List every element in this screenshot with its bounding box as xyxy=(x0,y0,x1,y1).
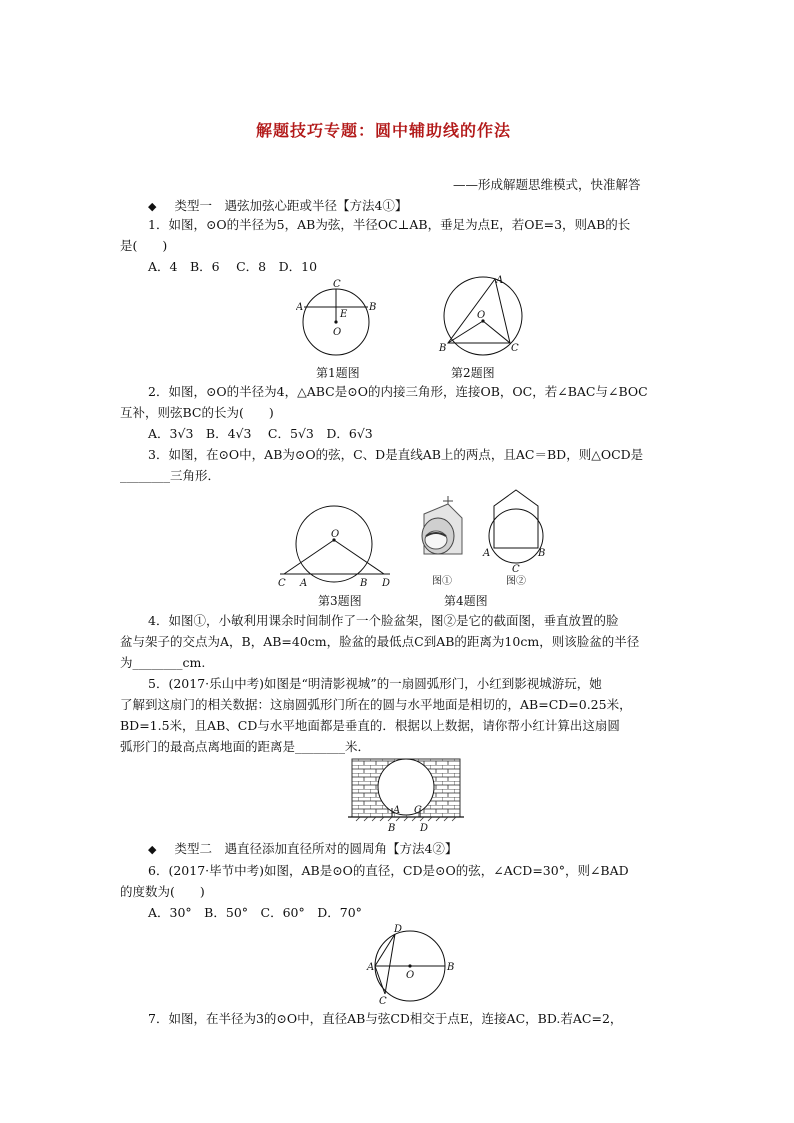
fig2-label-B: B xyxy=(439,343,447,354)
q3-line1: 3．如图，在⊙O中，AB为⊙O的弦，C、D是直线AB上的两点，且AC＝BD，则△OCD是 xyxy=(148,447,644,462)
fig1-label-E: E xyxy=(340,309,348,320)
fig4-sub2-label: 图② xyxy=(506,576,526,587)
fig2-caption: 第2题图 xyxy=(451,366,495,380)
section1-bullet: ◆ xyxy=(148,200,157,213)
figure-4-diagram xyxy=(480,486,550,576)
q2-line1: 2．如图，⊙O的半径为4，△ABC是⊙O的内接三角形，连接OB，OC，若∠BAC与∠BOC xyxy=(148,384,648,399)
q5-line3: BD=1.5米，且AB、CD与水平地面都是垂直的．根据以上数据，请你帮小红计算出这扇圆 xyxy=(120,718,620,733)
fig4-label-C: C xyxy=(512,564,520,575)
q4-line1: 4．如图①，小敏利用课余时间制作了一个脸盆架，图②是它的截面图，垂直放置的脸 xyxy=(148,613,619,628)
fig2-label-A: A xyxy=(496,275,504,286)
figure-1 xyxy=(296,277,386,362)
fig5-label-D: D xyxy=(420,823,429,834)
figure-6 xyxy=(362,922,462,1006)
fig2-label-O: O xyxy=(477,310,486,321)
fig3-caption: 第3题图 xyxy=(318,594,362,608)
q5-line4: 弧形门的最高点离地面的距离是________米． xyxy=(120,739,371,754)
fig4-label-B: B xyxy=(538,548,546,559)
fig3-label-O: O xyxy=(331,529,340,540)
fig6-label-D: D xyxy=(394,924,403,935)
figure-3 xyxy=(272,500,396,590)
fig2-label-C: C xyxy=(511,343,519,354)
fig4-label-A: A xyxy=(483,548,491,559)
q6-line2: 的度数为( ) xyxy=(120,884,205,899)
q2-options: A．3√3 B．4√3 C．5√3 D．6√3 xyxy=(148,426,373,441)
page-subtitle: ——形成解题思维模式，快准解答 xyxy=(453,177,641,192)
fig4-sub1-label: 图① xyxy=(432,576,452,587)
fig6-label-C: C xyxy=(379,996,387,1006)
q4-line3: 为________cm. xyxy=(120,655,206,670)
fig6-label-B: B xyxy=(447,962,455,973)
q1-options: A．4 B．6 C．8 D．10 xyxy=(148,259,318,274)
page-title: 解题技巧专题：圆中辅助线的作法 xyxy=(256,121,512,140)
q2-line2: 互补，则弦BC的长为( ) xyxy=(120,405,274,420)
fig1-caption: 第1题图 xyxy=(316,366,360,380)
fig5-label-C: C xyxy=(414,805,422,816)
fig5-label-B: B xyxy=(388,823,396,834)
figure-4-sketch xyxy=(412,492,468,568)
fig3-label-D: D xyxy=(382,578,391,589)
fig1-label-B: B xyxy=(369,302,377,313)
fig4-caption: 第4题图 xyxy=(444,594,488,608)
q5-line1: 5．(2017·乐山中考)如图是“明清影视城”的一扇圆弧形门，小红到影视城游玩，她 xyxy=(148,676,602,691)
fig3-label-A: A xyxy=(300,578,308,589)
section1-heading xyxy=(148,197,407,216)
fig5-label-A: A xyxy=(393,805,401,816)
section2-heading xyxy=(148,840,457,859)
fig1-label-O: O xyxy=(333,327,342,338)
figure-5 xyxy=(346,757,466,837)
fig1-label-A: A xyxy=(296,302,304,313)
figure-2 xyxy=(430,273,540,358)
fig3-label-B: B xyxy=(360,578,368,589)
section2-bullet: ◆ xyxy=(148,843,157,856)
q4-line2: 盆与架子的交点为A，B，AB=40cm，脸盆的最低点C到AB的距离为10cm，则该脸盆的半径 xyxy=(120,634,640,649)
q7-line1: 7．如图，在半径为3的⊙O中，直径AB与弦CD相交于点E，连接AC，BD.若AC=2， xyxy=(148,1011,623,1026)
q5-line2: 了解到这扇门的相关数据：这扇圆弧形门所在的圆与水平地面是相切的，AB=CD=0.25米， xyxy=(120,697,632,712)
fig1-label-C: C xyxy=(333,279,341,290)
section2-label: 类型二 遇直径添加直径所对的圆周角【方法4②】 xyxy=(174,841,458,856)
fig3-label-C: C xyxy=(278,578,286,589)
fig6-label-O: O xyxy=(406,970,415,981)
fig6-label-A: A xyxy=(367,962,375,973)
q6-line1: 6．(2017·毕节中考)如图，AB是⊙O的直径，CD是⊙O的弦，∠ACD=30°，则∠BAD xyxy=(148,863,629,878)
section1-label: 类型一 遇弦加弦心距或半径【方法4①】 xyxy=(174,198,408,213)
q3-line2: ________三角形． xyxy=(120,468,221,483)
q6-options: A．30° B．50° C．60° D．70° xyxy=(148,905,362,920)
q1-line1: 1．如图，⊙O的半径为5，AB为弦，半径OC⊥AB，垂足为点E，若OE=3，则AB的长 xyxy=(148,217,631,232)
q1-line2: 是( ) xyxy=(120,238,168,253)
